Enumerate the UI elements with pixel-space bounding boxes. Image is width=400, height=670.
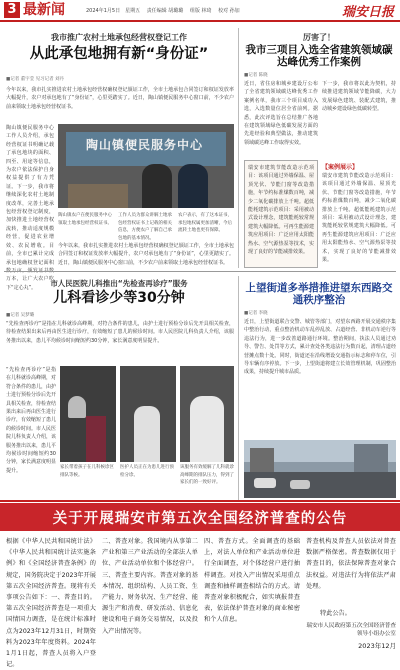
banner-top-rule: [0, 500, 400, 502]
person-figure: [142, 164, 172, 208]
notice-col3: 四、普查方式。全面调查的基础上，对法人单位和产业活动单位进行全面调查，对个体经营户进行抽样调查。对投入产出情况采用重点调查和抽样调查相结合的方式。请普查对象积极配合，如实填报普查表，依法保护普查对象的商业秘密和个人信息。: [204, 538, 300, 624]
notice-col4: 普查机构及普查人员依法对普查数据严格保密。普查数据仅用于普查目的，依法保障普查对象合法权益。对违法行为将依法严肃处理。: [306, 538, 396, 590]
article3-photo-mid: [120, 366, 176, 462]
date-line: 2024年1月5日 星期五: [86, 8, 141, 14]
notice-banner: [0, 503, 400, 531]
proof-line: 校对 孙加: [218, 8, 240, 14]
article1-body-continued: 今年以来，我市扎实推进农村土地承包经营权确权登记颁证工作，全市土地承包合同签订和权证发放率大幅提升，农户对承包地有了“身份证”，心里更踏实了。近日，陶山镇便民服务中心窗口前，不少农户前来领取土地承包经营权证书。: [58, 243, 234, 266]
car: [254, 478, 276, 488]
article1-byline: ■记者 董宇莹 见习记者 刘丹: [6, 77, 65, 82]
doctor-figure: [134, 406, 160, 462]
article3-body: “先检查再诊疗”是指在儿科就诊高峰期，对符合条件的患儿，由护士进行预检分诊后先开具相关检查，待检查结果出来后再由医生进行诊疗，有效缩短了患儿的候诊时间。市人民医院儿科负责人介绍，该服务推出以来，患儿平均候诊时间缩短约30分钟，家长满意度明显提升。: [6, 321, 234, 344]
article1-body: 陶山镇便民服务中心工作人员介绍，承包经营权证书明确记载了承包地块的面积、四至、用途等信息，为农户依法保护自身权益提供了有力凭证。下一步，我市将继续深化农村土地制度改革，完善土地承包经营权登记制度，加快推进土地经营权流转，推动适度规模经营，促进农业增效、农民增收。目前，全市已累计完成承包地确权登记面积 万本，让广大农户吃下“定心丸”。: [6, 125, 54, 291]
notice-col1: 根据《中华人民共和国统计法》《中华人民共和国统计法实施条例》和《全国经济普查条例》的规定，国务院决定于2023年开展第五次全国经济普查。现将有关事项公告如下：一、普查目的。第五次全国经济普查是一项重大国情国力调查，是在统计标准时点为2023年12月31日，时期资料为2023年年度资料。2024年1月1日起，普查人员将入户登记。: [6, 538, 96, 669]
case-body-continued: 瑞安市建筑节能改造示范项目：该项目通过外墙保温、屋顶光伏、节能门窗等改造措施，年节约标准煤数百吨，减少二氧化碳排放上千吨。超低能耗建筑示范项目：采用被动式设计理念，建筑能耗较常规建筑大幅降低。可再生能源建筑应用项目：广泛应用太阳能热水、空气源热泵等技术，实现了良好的节能减排效果。: [322, 173, 396, 264]
article1-lead: 今年以来，我市扎实推进农村土地承包经营权确权登记颁证工作，全市土地承包合同签订和权证发放率大幅提升，农户对承包地有了“身份证”，心里更踏实了。近日，陶山镇便民服务中心窗口前，不少农户前来领取土地承包经营权证书。: [6, 87, 234, 110]
page-number: 3: [4, 2, 20, 18]
article2-body: 近日，省住房和城乡建设厅公布了全省建筑领域碳达峰优秀工作案例名单，我市三个项目成功入选，入选数量位居全省前列。据悉，此次评选旨在总结推广各地在建筑领域绿色低碳发展方面的先进经验和典型做法，推动建筑领域碳达峰工作取得实效。: [244, 81, 318, 146]
notice-signer: 瑞安市人民政府第五次全国经济普查领导小组办公室: [306, 623, 396, 637]
article1-caption-mid: 工作人员为群众讲解土地承包经营权证书上记载的相关信息，方便农户了解自己承包地的基本情况。: [118, 213, 172, 241]
article4-photo: [244, 440, 396, 498]
case-box: [244, 160, 318, 268]
newspaper-brand: 瑞安日报: [341, 5, 394, 20]
article3-photo-left: [60, 366, 116, 462]
article4-body: 近日，上望街道联合交警、城管等部门，对望东西路开展交通秩序集中整治行动，重点整治机动车乱停乱放、占道经营、非机动车逆行等违法行为，进一步改善道路通行环境。整治期间，执法人员通过劝导、警告、处罚等方式，累计查处各类违法行为数百起，清理占道经营摊点数十处。同时，街道还在沿线增设交通指示标志和停车位，引导车辆有序停放。下一步，上望街道将建立长效管理机制，巩固整治成果，持续提升城市品质。: [244, 319, 396, 376]
service-center-sign: 陶山镇便民服务中心: [86, 138, 204, 152]
person-figure: [68, 396, 86, 418]
person-figure: [178, 164, 208, 208]
article2-headline: 我市三项目入选全省建筑领域碳达峰优秀工作案例: [245, 44, 393, 69]
article3-body-continued: “先检查再诊疗”是指在儿科就诊高峰期，对符合条件的患儿，由护士进行预检分诊后先开具相关检查，待检查结果出来后再由医生进行诊疗，有效缩短了患儿的候诊时间。市人民医院儿科负责人介绍，该服务推出以来，患儿平均候诊时间缩短约30分钟，家长满意度明显提升。: [6, 367, 57, 474]
notice-banner-title: 关于开展瑞安市第五次全国经济普查的公告: [52, 510, 348, 527]
article3-headline: 儿科看诊少等30分钟: [53, 290, 185, 306]
article1-caption-right: 农户表示，有了这本证书，承包地权属更加清晰，今后流转土地也更有保障。: [178, 213, 232, 233]
article3-kicker: 市人民医院儿科推出“先检查再诊疗”服务: [50, 279, 188, 288]
article4-byline: ■记者 李晓: [244, 311, 268, 316]
case-header: 【案例展示】: [322, 164, 359, 171]
article3-photo-right: [180, 366, 234, 462]
article3-photo-caption: 家长带着孩子在儿科候诊区排队等候。: [60, 465, 114, 478]
article3-byline: ■记者 吴梦璐: [6, 313, 35, 318]
editor-line: 责任编辑 胡璐璐: [146, 8, 184, 14]
person-figure: [86, 416, 106, 462]
car: [290, 480, 310, 489]
article2-closing: 下一步，我市将以此为契机，持续推进建筑领域节能降碳，大力发展绿色建筑、装配式建筑，推动城乡建设绿色低碳转型。: [322, 81, 396, 113]
nurse-figure: [190, 396, 224, 462]
section-rule: [4, 271, 396, 272]
building: [354, 444, 388, 472]
article1-kicker: 我市推广农村土地承包经营权登记工作: [51, 33, 187, 42]
designer-line: 组版 林琦: [189, 8, 212, 14]
service-counter: [68, 184, 128, 208]
section-title: 最新闻: [23, 2, 65, 18]
article1-headline: 从此承包地拥有新“身份证”: [29, 46, 209, 62]
article3-caption-mid: 医护人员正在为患儿进行预检分诊。: [120, 465, 174, 478]
column-divider: [238, 276, 239, 500]
notice-date: 2023年12月: [358, 642, 396, 650]
masthead: [0, 0, 400, 22]
notice-col2: 二、普查对象。我国境内从事第二产业和第三产业活动的全部法人单位、产业活动单位和个体经营户。三、普查主要内容。普查对象的基本情况、组织结构、人员工资、生产能力、财务状况、生产经营、能源生产和消费、研发活动、信息化建设和电子商务交易情况，以及投入产出情况等。: [102, 538, 198, 635]
masthead-info: [86, 7, 240, 14]
article2-byline: ■记者 陈晓: [244, 73, 268, 78]
article2-kicker: 厉害了！: [303, 33, 335, 42]
notice-closing: 特此公告。: [320, 610, 351, 617]
article4-headline: 上望街道多举措推进望东西路交通秩序整治: [245, 282, 393, 307]
building: [250, 448, 274, 472]
article1-photo: [58, 124, 234, 208]
article3-caption-right: 该服务有效缓解了儿科就诊高峰期的排队压力，得到了家长们的一致好评。: [180, 465, 234, 485]
case-body: 瑞安市建筑节能改造示范项目：该项目通过外墙保温、屋顶光伏、节能门窗等改造措施，年节约标准煤数百吨，减少二氧化碳排放上千吨。超低能耗建筑示范项目：采用被动式设计理念，建筑能耗较常规建筑大幅降低。可再生能源建筑应用项目：广泛应用太阳能热水、空气源热泵等技术，实现了良好的节能减排效果。: [248, 165, 314, 256]
column-divider: [238, 28, 239, 268]
article1-caption-left: 陶山镇农户在便民服务中心领取土地承包经营权证书。: [58, 213, 112, 226]
